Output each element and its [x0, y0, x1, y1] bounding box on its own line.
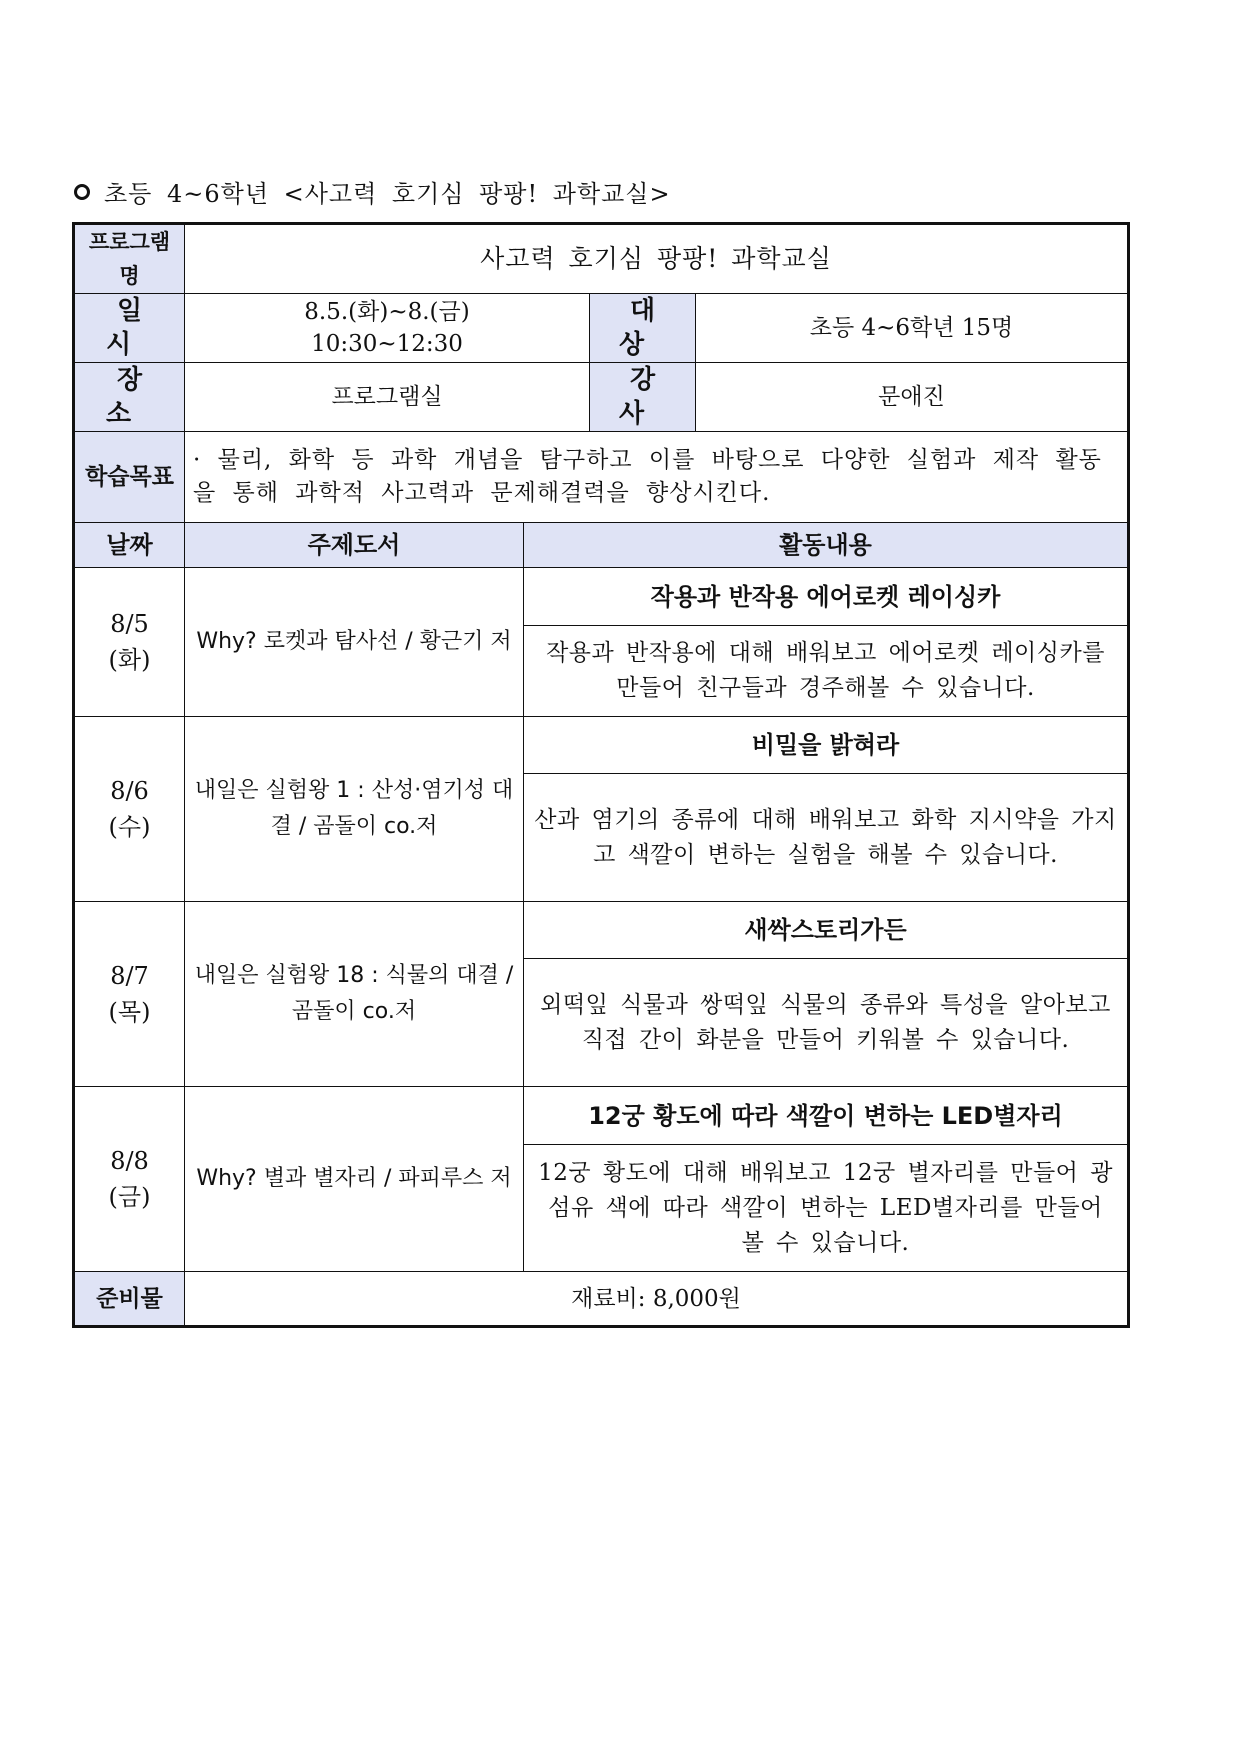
datetime-row	[74, 294, 1129, 363]
activity-title: 비밀을 밝혀라	[524, 717, 1129, 774]
schedule-date	[74, 1087, 185, 1272]
schedule-book: 내일은 실험왕 18 : 식물의 대결 / 곰돌이 co.저	[185, 902, 524, 1087]
col-book-header: 주제도서	[185, 523, 524, 568]
circle-bullet-icon	[74, 184, 90, 200]
date-text: 8/5	[110, 610, 149, 638]
table-row	[74, 717, 1129, 774]
program-name: 사고력 호기심 팡팡! 과학교실	[185, 224, 1129, 294]
day-text: (수)	[108, 813, 151, 841]
goal-label: 학습목표	[74, 432, 185, 523]
day-text: (목)	[108, 998, 151, 1026]
table-row	[74, 902, 1129, 959]
date-text: 8/8	[110, 1147, 149, 1175]
datetime-time: 10:30~12:30	[311, 331, 463, 357]
activity-title: 새싹스토리가든	[524, 902, 1129, 959]
place-value: 프로그램실	[185, 363, 590, 432]
schedule-book: Why? 별과 별자리 / 파피루스 저	[185, 1087, 524, 1272]
date-text: 8/7	[110, 962, 149, 990]
instructor-label: 강 사	[590, 363, 696, 432]
activity-desc: 12궁 황도에 대해 배워보고 12궁 별자리를 만들어 광섬유 색에 따라 색깔이 변하는 LED별자리를 만들어 볼 수 있습니다.	[524, 1145, 1129, 1272]
table-row	[74, 1087, 1129, 1145]
schedule-date	[74, 902, 185, 1087]
datetime-label: 일 시	[74, 294, 185, 363]
schedule-header-row	[74, 523, 1129, 568]
activity-title: 12궁 황도에 따라 색깔이 변하는 LED별자리	[524, 1087, 1129, 1145]
materials-label: 준비물	[74, 1272, 185, 1327]
section-heading	[74, 174, 671, 209]
instructor-value: 문애진	[696, 363, 1129, 432]
schedule-book: Why? 로켓과 탐사선 / 황근기 저	[185, 568, 524, 717]
goal-text: · 물리, 화학 등 과학 개념을 탐구하고 이를 바탕으로 다양한 실험과 제작 활동을 통해 과학적 사고력과 문제해결력을 향상시킨다.	[185, 432, 1129, 523]
program-label: 프로그램명	[74, 224, 185, 294]
place-label: 장 소	[74, 363, 185, 432]
materials-row	[74, 1272, 1129, 1327]
schedule-date	[74, 568, 185, 717]
materials-value: 재료비: 8,000원	[185, 1272, 1129, 1327]
schedule-date	[74, 717, 185, 902]
activity-desc: 산과 염기의 종류에 대해 배워보고 화학 지시약을 가지고 색깔이 변하는 실험을 해볼 수 있습니다.	[524, 774, 1129, 902]
col-activity-header: 활동내용	[524, 523, 1129, 568]
activity-desc: 외떡잎 식물과 쌍떡잎 식물의 종류와 특성을 알아보고 직접 간이 화분을 만들어 키워볼 수 있습니다.	[524, 959, 1129, 1087]
table-row	[74, 568, 1129, 626]
date-text: 8/6	[110, 777, 149, 805]
goal-row	[74, 432, 1129, 523]
activity-desc: 작용과 반작용에 대해 배워보고 에어로켓 레이싱카를 만들어 친구들과 경주해볼 수 있습니다.	[524, 626, 1129, 717]
day-text: (금)	[108, 1183, 151, 1211]
schedule-book: 내일은 실험왕 1 : 산성·염기성 대결 / 곰돌이 co.저	[185, 717, 524, 902]
program-table	[72, 222, 1130, 1328]
datetime-value	[185, 294, 590, 363]
program-row	[74, 224, 1129, 294]
section-heading-text: 초등 4~6학년 <사고력 호기심 팡팡! 과학교실>	[104, 180, 671, 208]
place-row	[74, 363, 1129, 432]
target-value: 초등 4~6학년 15명	[696, 294, 1129, 363]
day-text: (화)	[108, 646, 151, 674]
col-date-header: 날짜	[74, 523, 185, 568]
target-label: 대 상	[590, 294, 696, 363]
datetime-dates: 8.5.(화)~8.(금)	[304, 299, 470, 325]
activity-title: 작용과 반작용 에어로켓 레이싱카	[524, 568, 1129, 626]
